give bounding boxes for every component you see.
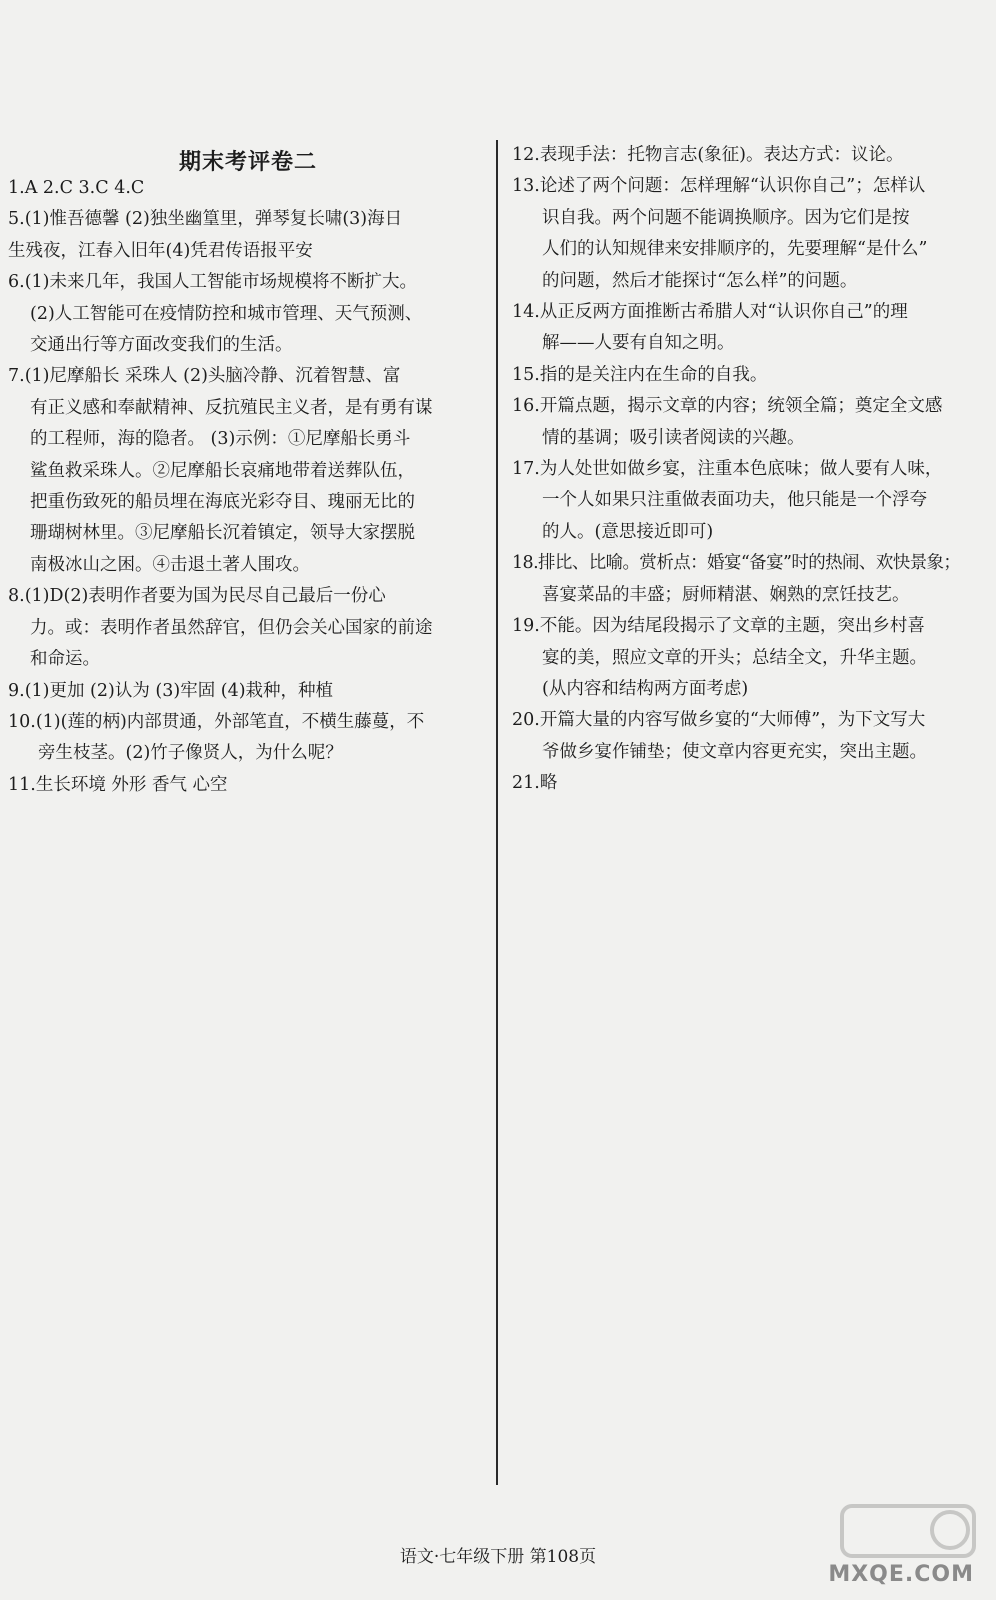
answer-line: 6.(1)未来几年，我国人工智能市场规模将不断扩大。 bbox=[8, 272, 417, 293]
page-footer: 语文·七年级下册 第108页 bbox=[399, 1547, 597, 1567]
answer-line: 5.(1)惟吾德馨 (2)独坐幽篁里，弹琴复长啸(3)海日 bbox=[8, 209, 403, 230]
answer-line: 情的基调；吸引读者阅读的兴趣。 bbox=[542, 427, 805, 448]
answer-line: 人们的认知规律来安排顺序的，先要理解“是什么” bbox=[542, 239, 928, 260]
answer-line: 8.(1)D(2)表明作者要为国为民尽自己最后一份心 bbox=[8, 586, 386, 607]
answer-line: 一个人如果只注重做表面功夫，他只能是一个浮夸 bbox=[542, 490, 927, 511]
answer-line: 和命运。 bbox=[30, 649, 100, 670]
answer-line: 15.指的是关注内在生命的自我。 bbox=[512, 364, 768, 385]
answer-line: 1.A 2.C 3.C 4.C bbox=[8, 178, 145, 198]
column-divider bbox=[496, 140, 498, 1485]
answer-line: 11.生长环境 外形 香气 心空 bbox=[8, 774, 228, 795]
left-column bbox=[8, 173, 482, 801]
answer-line: 南极冰山之困。④击退土著人围攻。 bbox=[30, 554, 310, 575]
answer-line: 17.为人处世如做乡宴，注重本色底味；做人要有人味， bbox=[512, 459, 943, 480]
answer-line: 18.排比、比喻。赏析点：婚宴“备宴”时的热闹、欢快景象； bbox=[512, 553, 961, 574]
answer-line: 16.开篇点题，揭示文章的内容；统领全篇；奠定全文感 bbox=[512, 396, 943, 417]
answer-line: 14.从正反两方面推断古希腊人对“认识你自己”的理 bbox=[512, 302, 908, 323]
watermark-text: MXQE.COM bbox=[828, 1562, 974, 1587]
answer-line: 21.略 bbox=[512, 773, 558, 794]
answer-line: 的问题，然后才能探讨“怎么样”的问题。 bbox=[542, 270, 858, 291]
answer-line: (从内容和结构两方面考虑) bbox=[542, 678, 749, 699]
answer-line: 的人。(意思接近即可) bbox=[542, 521, 714, 542]
answer-line: 鲨鱼救采珠人。②尼摩船长哀痛地带着送葬队伍， bbox=[30, 460, 415, 481]
answer-line: 喜宴菜品的丰盛；厨师精湛、娴熟的烹饪技艺。 bbox=[542, 584, 910, 605]
answer-line: 9.(1)更加 (2)认为 (3)牢固 (4)栽种，种植 bbox=[8, 680, 334, 701]
answer-line: 力。或：表明作者虽然辞官，但仍会关心国家的前途 bbox=[30, 617, 433, 638]
answer-line: 宴的美，照应文章的开头；总结全文，升华主题。 bbox=[542, 647, 927, 668]
answer-line: 20.开篇大量的内容写做乡宴的“大师傅”，为下文写大 bbox=[512, 710, 926, 731]
answer-line: 珊瑚树林里。③尼摩船长沉着镇定，领导大家摆脱 bbox=[30, 523, 415, 544]
answer-line: 把重伤致死的船员埋在海底光彩夺目、瑰丽无比的 bbox=[30, 492, 415, 513]
answer-line: 解——人要有自知之明。 bbox=[542, 333, 735, 354]
answer-line: 交通出行等方面改变我们的生活。 bbox=[30, 335, 293, 356]
answer-line: 生残夜，江春入旧年(4)凭君传语报平安 bbox=[8, 240, 313, 261]
answer-line: 7.(1)尼摩船长 采珠人 (2)头脑冷静、沉着智慧、富 bbox=[8, 366, 401, 387]
answer-line: 10.(1)(莲的柄)内部贯通，外部笔直，不横生藤蔓，不 bbox=[8, 711, 425, 732]
answer-line: 19.不能。因为结尾段揭示了文章的主题，突出乡村喜 bbox=[512, 616, 925, 637]
right-column bbox=[512, 140, 986, 800]
page-title: 期末考评卷二 bbox=[178, 149, 317, 175]
answer-line: 13.论述了两个问题：怎样理解“认识你自己”；怎样认 bbox=[512, 176, 926, 197]
answer-line: 的工程师，海的隐者。 (3)示例：①尼摩船长勇斗 bbox=[30, 429, 411, 450]
answer-line: (2)人工智能可在疫情防控和城市管理、天气预测、 bbox=[30, 303, 423, 324]
answer-line: 12.表现手法：托物言志(象征)。表达方式：议论。 bbox=[512, 145, 904, 165]
answer-line: 旁生枝茎。(2)竹子像贤人，为什么呢？ bbox=[38, 743, 343, 764]
answer-line: 有正义感和奉献精神、反抗殖民主义者，是有勇有谋 bbox=[30, 397, 433, 418]
answer-line: 爷做乡宴作铺垫；使文章内容更充实，突出主题。 bbox=[542, 741, 927, 762]
answer-line: 识自我。两个问题不能调换顺序。因为它们是按 bbox=[542, 207, 910, 228]
